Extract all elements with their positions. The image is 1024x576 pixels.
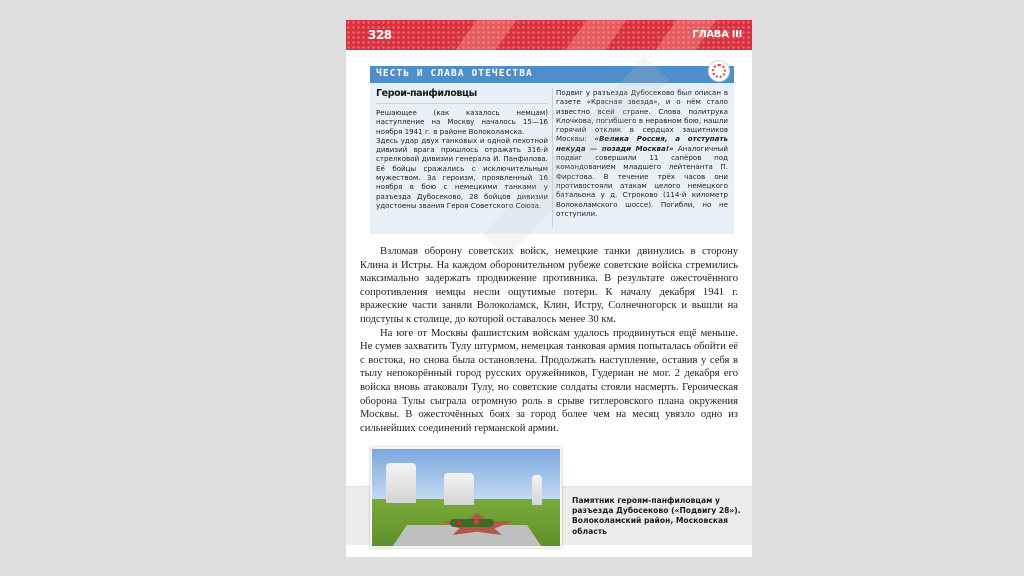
statue-figure (532, 475, 542, 505)
info-paragraph: Здесь удар двух танковых и одной пехотной дивизий врага пришлось отражать 316-й стрелковой дивизии генерала И. Панфилова. Её бойцы сражались с исключительным мужеством. За героизм, проявленный 16 ноября в бою с немецкими танками у разъезда Дубосеково, 28 бойцов дивизии удостоены звания Героя Советского Союза. (376, 135, 548, 210)
textbook-page (346, 20, 752, 557)
photo-caption: Памятник героям-панфиловцам у разъезда Дубосеково («Подвигу 28»). Волоколамский район, Московская область (572, 496, 741, 536)
body-paragraph: Взломав оборону советских войск, немецкие танки двинулись в сторону Клина и Истры. На каждом оборонительном рубеже советские войска стремились максимально задержать продвижение противника. В результате ожесточённого сопротивления немцы несли ощутимые потери. К началу декабря 1941 г. вражеские части заняли Волоколамск, Клин, Истру, Солнечногорск и вышли на подступы к столице, до которой оставалось менее 30 км. (360, 246, 738, 325)
statue-group (386, 463, 416, 503)
chapter-label: ГЛАВА III (692, 29, 742, 40)
info-text: Аналогичный подвиг совершили 11 сапёров под командованием младшего лейтенанта П. Фирстова. В течение трёх часов они противостояли атакам целого немецкого батальона у д. Строково (114-й километр Волоколамского шоссе). Погибли, но не отступили. (556, 143, 728, 218)
info-box-right-column (556, 88, 728, 218)
info-box-header (370, 66, 734, 83)
info-paragraph (556, 88, 728, 218)
page-number: 328 (368, 28, 392, 42)
info-text: Подвиг у разъезда Дубосеково был описан в газете «Красная звезда», и о нём стало известно всей стране. Слова политрука Клочкова, погибшего в неравном бою, нашли горячий отклик в сердцах защитников Москвы: (556, 88, 728, 144)
panfilov-memorial-photo (370, 447, 562, 548)
body-paragraph: На юге от Москвы фашистским войскам удалось продвинуться ещё меньше. Не сумев захватить Тулу штурмом, немецкая танковая армия попыталась обойти её с востока, но снова была остановлена. Продолжать наступление, оставив у себя в тылу непокорённый город русских оружейников, Гудериан не мог. 2 декабря его войска вновь атаковали Тулу, но советские солдаты стояли насмерть. Героическая оборона Тулы сыграла огромную роль в срыве гитлеровского плана окружения Москвы. В ожесточённых боях за город более чем на месяц увязло одно из сильнейших соединений германской армии. (360, 327, 738, 434)
info-box (370, 66, 734, 234)
statue-group (444, 473, 474, 505)
info-box-left-column (376, 88, 548, 210)
klochkov-quote: «Велика Россия, а отступать некуда — позади Москва!» (556, 134, 728, 153)
chapter-banner (346, 20, 752, 50)
info-box-heading: Герои-панфиловцы (376, 88, 548, 104)
laurel-wreath-emblem-icon (708, 60, 730, 82)
section-title: ЧЕСТЬ И СЛАВА ОТЕЧЕСТВА (376, 68, 533, 79)
info-paragraph: Решающее (как казалось немцам) наступление на Москву началось 15—16 ноября 1941 г. в районе Волоколамска. (376, 108, 548, 136)
body-text (360, 245, 738, 435)
memorial-flowers (450, 519, 494, 527)
column-divider (552, 88, 553, 228)
